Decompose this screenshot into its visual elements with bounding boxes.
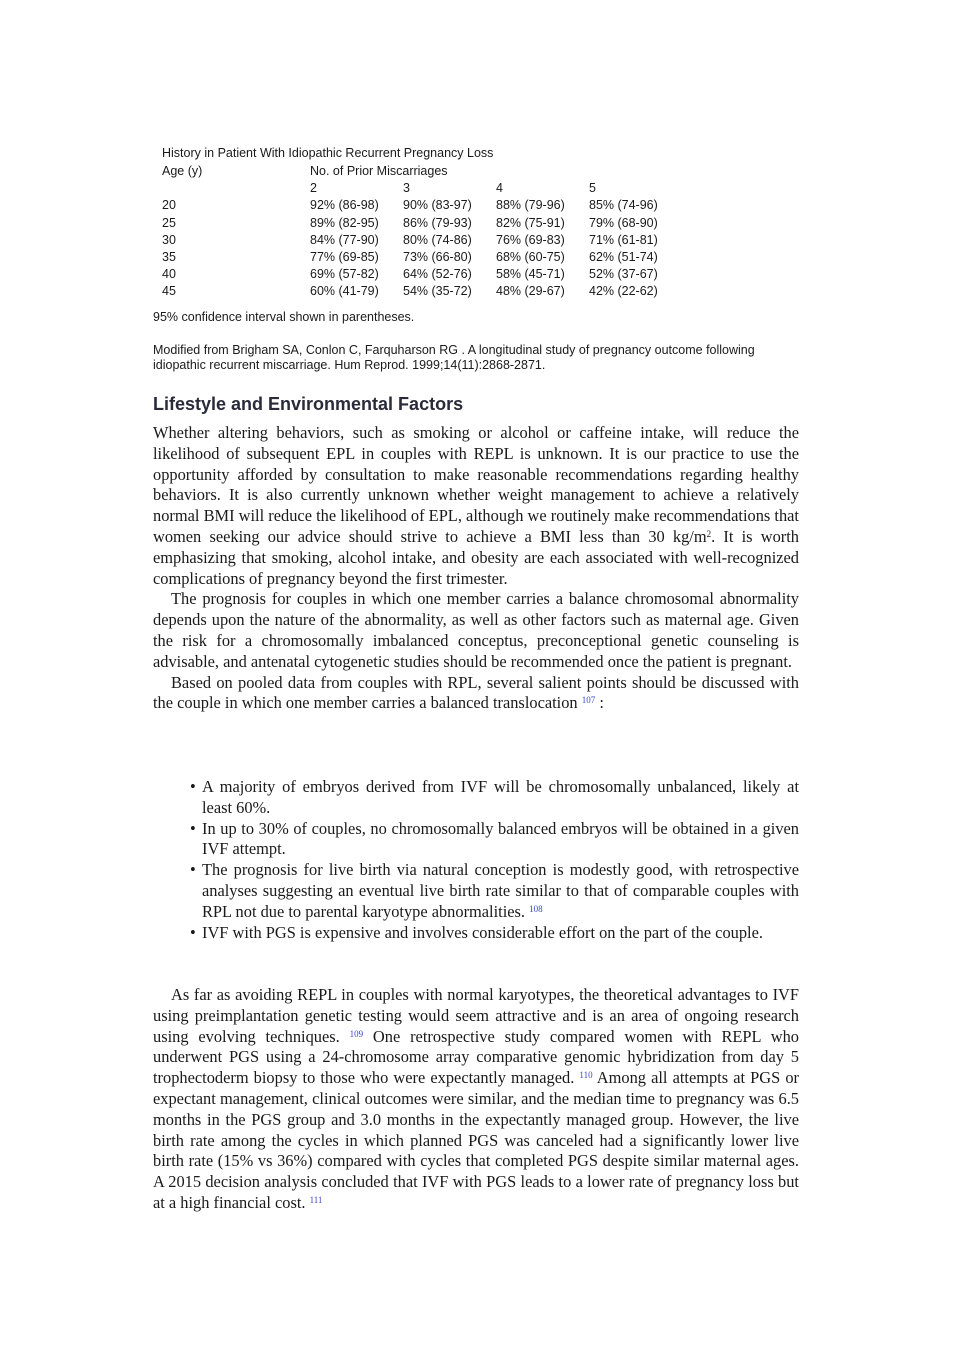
table-cell: 86% (79-93) bbox=[403, 215, 472, 230]
age-cell: 40 bbox=[162, 267, 176, 282]
bullet-icon: • bbox=[190, 818, 196, 838]
table-row bbox=[158, 197, 678, 214]
table-cell: 69% (57-82) bbox=[310, 267, 379, 282]
table-cell: 85% (74-96) bbox=[589, 198, 658, 213]
age-cell: 45 bbox=[162, 284, 176, 299]
age-cell: 20 bbox=[162, 198, 176, 213]
confidence-interval-note: 95% confidence interval shown in parentheses. bbox=[153, 310, 415, 324]
column-header: 3 bbox=[403, 181, 410, 196]
table-cell: 79% (68-90) bbox=[589, 215, 658, 230]
table-cell: 64% (52-76) bbox=[403, 267, 472, 282]
table-row bbox=[158, 215, 678, 232]
table-row bbox=[158, 249, 678, 266]
citation-link[interactable]: 109 bbox=[349, 1028, 364, 1039]
paragraph bbox=[153, 423, 799, 589]
age-cell: 30 bbox=[162, 232, 176, 247]
table-cell: 54% (35-72) bbox=[403, 284, 472, 299]
list-item-text: A majority of embryos derived from IVF will be chromosomally unbalanced, likely at least 60%. bbox=[202, 777, 799, 817]
table-cell: 88% (79-96) bbox=[496, 198, 565, 213]
list-item bbox=[190, 860, 799, 922]
list-item-text: IVF with PGS is expensive and involves considerable effort on the part of the couple. bbox=[202, 922, 763, 942]
list-item-text: The prognosis for live birth via natural conception is modestly good, with retrospective analyses suggesting an eventual live birth rate similar to that of comparable couples with RPL not due to parental karyotype abnormalities. bbox=[202, 860, 799, 921]
citation-link[interactable]: 111 bbox=[309, 1194, 323, 1205]
table-cell: 58% (45-71) bbox=[496, 267, 565, 282]
bullet-list bbox=[190, 777, 799, 943]
bullet-icon: • bbox=[190, 777, 196, 796]
paragraph-text: Based on pooled data from couples with RPL, several salient points should be discussed with the couple in which one member carries a balanced translocation bbox=[153, 672, 799, 713]
age-cell: 25 bbox=[162, 215, 176, 230]
body-text-block bbox=[153, 985, 799, 1214]
paragraph bbox=[153, 985, 799, 1214]
table-cell: 77% (69-85) bbox=[310, 250, 379, 265]
paragraph-text: As far as avoiding REPL in couples with normal karyotypes, the theoretical advantages to IVF using preimplantation genetic testing would seem attractive and is an area of ongoing research using evolving techniques. bbox=[153, 985, 799, 1046]
miscarriage-table bbox=[158, 163, 678, 301]
table-cell: 92% (86-98) bbox=[310, 198, 379, 213]
list-item-text: In up to 30% of couples, no chromosomally balanced embryos will be obtained in a given IVF attempt. bbox=[202, 818, 799, 859]
paragraph-text: . It is worth emphasizing that smoking, alcohol intake, and obesity are each associated with well-recognized complications of pregnancy beyond the first trimester. bbox=[153, 526, 799, 588]
superscript: 2 bbox=[706, 528, 712, 539]
table-cell: 73% (66-80) bbox=[403, 250, 472, 265]
paragraph: The prognosis for couples in which one member carries a balance chromosomal abnormality depends upon the nature of the abnormality, as well as other factors such as maternal age. Given the risk for a chromosomally imbalanced conceptus, preconceptional genetic counseling is advisable, and antenatal cytogenetic studies should be recommended once the patient is pregnant. bbox=[153, 589, 799, 671]
table-cell: 90% (83-97) bbox=[403, 198, 472, 213]
table-cell: 89% (82-95) bbox=[310, 215, 379, 230]
table-cell: 84% (77-90) bbox=[310, 232, 379, 247]
table-source-note: Modified from Brigham SA, Conlon C, Farquharson RG . A longitudinal study of pregnancy outcome following idiopathic recurrent miscarriage. Hum Reprod. 1999;14(11):2868-2871. bbox=[153, 343, 755, 372]
paragraph-text: One retrospective study compared women with REPL who underwent PGS using a 24-chromosome array comparative genomic hybridization from day 5 trophectoderm biopsy to those who were expectantly managed. bbox=[153, 1026, 799, 1088]
paragraph-text: Whether altering behaviors, such as smoking or alcohol or caffeine intake, will reduce the likelihood of subsequent EPL in couples with REPL is unknown. It is our practice to use the opportunity afforded by consultation to make reasonable recommendations regarding healthy behaviors. It is also currently unknown whether weight management to achieve a relatively normal BMI will reduce the likelihood of EPL, although we routinely make recommendations that women seeking our advice should strive to achieve a BMI less than 30 kg/m bbox=[153, 423, 799, 546]
table-cell: 48% (29-67) bbox=[496, 284, 565, 299]
table-cell: 80% (74-86) bbox=[403, 232, 472, 247]
table-cell: 62% (51-74) bbox=[589, 250, 658, 265]
prior-miscarriages-header: No. of Prior Miscarriages bbox=[310, 164, 448, 178]
column-header: 2 bbox=[310, 181, 317, 196]
paragraph bbox=[153, 673, 799, 715]
bullet-icon: • bbox=[190, 922, 196, 942]
citation-link[interactable]: 108 bbox=[529, 903, 543, 914]
list-item bbox=[190, 923, 799, 944]
table-cell: 60% (41-79) bbox=[310, 284, 379, 299]
table-subheader-row bbox=[158, 180, 678, 197]
citation-link[interactable]: 107 bbox=[581, 695, 596, 706]
citation-link[interactable]: 110 bbox=[579, 1070, 593, 1081]
list-item bbox=[190, 777, 799, 819]
age-column-header: Age (y) bbox=[162, 164, 203, 178]
paragraph-text: : bbox=[595, 693, 604, 713]
table-cell: 68% (60-75) bbox=[496, 250, 565, 265]
table-cell: 82% (75-91) bbox=[496, 215, 565, 230]
table-cell: 71% (61-81) bbox=[589, 232, 658, 247]
bullet-icon: • bbox=[190, 860, 196, 880]
column-header: 5 bbox=[589, 181, 596, 196]
table-row bbox=[158, 283, 678, 300]
body-text-block bbox=[153, 423, 799, 714]
section-heading: Lifestyle and Environmental Factors bbox=[153, 394, 464, 414]
table-cell: 42% (22-62) bbox=[589, 284, 658, 299]
age-cell: 35 bbox=[162, 250, 176, 265]
table-row bbox=[158, 266, 678, 283]
paragraph-text: Among all attempts at PGS or expectant management, clinical outcomes were similar, and the median time to pregnancy was 6.5 months in the PGS group and 3.0 months in the expectantly managed group. However, the live birth rate among the cycles in which planned PGS was canceled had a significantly lower live birth rate (15% vs 36%) compared with cycles that completed PGS despite similar maternal ages. A 2015 decision analysis concluded that IVF with PGS leads to a lower rate of pregnancy loss but at a high financial cost. bbox=[153, 1068, 799, 1212]
table-caption: History in Patient With Idiopathic Recurrent Pregnancy Loss bbox=[162, 146, 494, 160]
list-item bbox=[190, 819, 799, 861]
table-header-row bbox=[158, 163, 678, 180]
table-row bbox=[158, 232, 678, 249]
table-cell: 52% (37-67) bbox=[589, 267, 658, 282]
table-cell: 76% (69-83) bbox=[496, 232, 565, 247]
column-header: 4 bbox=[496, 181, 503, 196]
